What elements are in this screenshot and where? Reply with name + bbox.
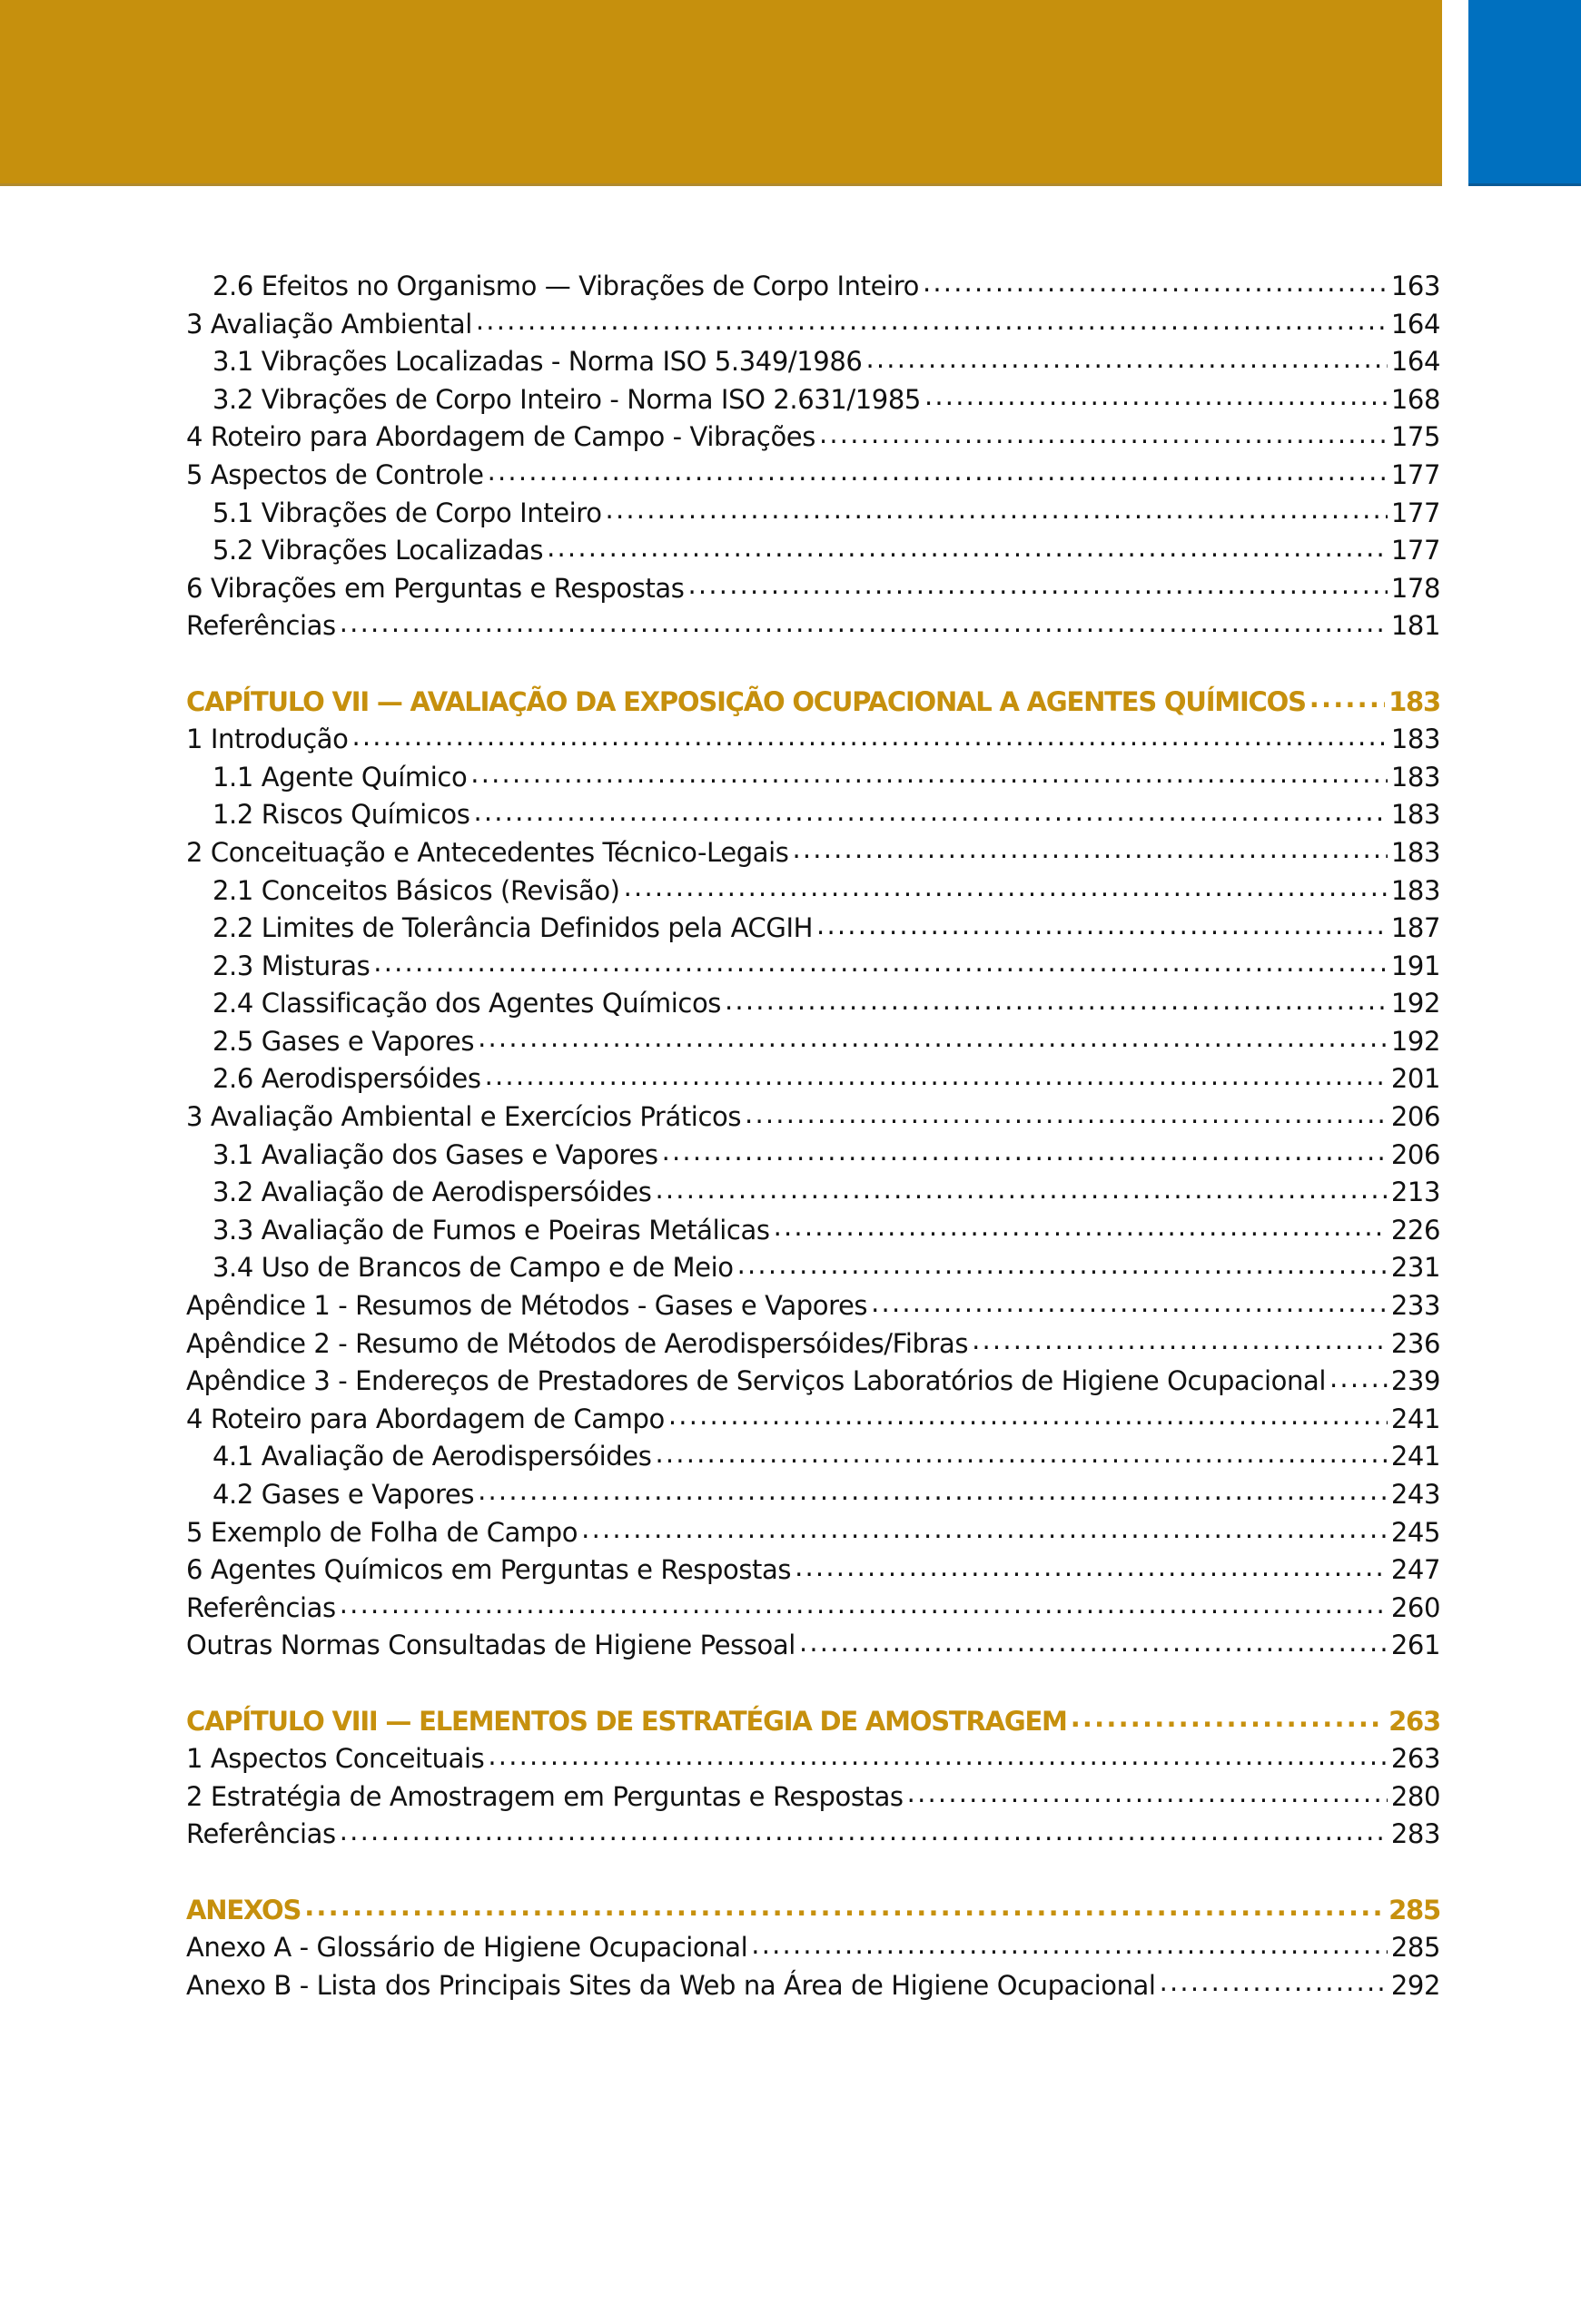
toc-entry-title: 5 Exemplo de Folha de Campo — [186, 1516, 578, 1548]
toc-entry[interactable] — [186, 873, 1440, 911]
dot-leader — [792, 835, 1387, 862]
toc-entry-page-number: 243 — [1390, 1479, 1440, 1510]
header-band-gold — [0, 0, 1442, 186]
toc-entry-title: 2.6 Efeitos no Organismo — Vibrações de Corpo Inteiro — [212, 271, 919, 301]
toc-entry-page-number: 192 — [1390, 988, 1440, 1019]
toc-entry-page-number: 292 — [1390, 1969, 1440, 2001]
dot-leader — [1071, 1704, 1385, 1730]
toc-entry-page-number: 213 — [1390, 1177, 1440, 1208]
section-spacer — [186, 1855, 1440, 1893]
toc-entry-page-number: 177 — [1390, 535, 1440, 566]
toc-entry-title: 4 Roteiro para Abordagem de Campo — [186, 1403, 665, 1434]
toc-entry-page-number: 183 — [1390, 724, 1440, 755]
toc-entry-page-number: 183 — [1390, 799, 1440, 831]
toc-entry[interactable] — [186, 496, 1440, 534]
dot-leader — [1160, 1968, 1388, 1994]
toc-entry-page-number: 241 — [1390, 1403, 1440, 1434]
toc-entry-title: 3 Avaliação Ambiental e Exercícios Práticos — [186, 1101, 742, 1133]
toc-entry[interactable] — [186, 797, 1440, 835]
toc-entry-page-number: 183 — [1390, 874, 1440, 906]
toc-entry-title: 3.3 Avaliação de Fumos e Poeiras Metálicas — [212, 1214, 770, 1246]
toc-entry-title: 2.1 Conceitos Básicos (Revisão) — [212, 874, 620, 906]
toc-entry-title: 6 Agentes Químicos em Perguntas e Respostas — [186, 1554, 792, 1586]
toc-entry-page-number: 164 — [1390, 346, 1440, 378]
dot-leader — [606, 496, 1388, 522]
dot-leader — [373, 949, 1388, 975]
toc-chapter-heading[interactable] — [186, 1893, 1440, 1931]
toc-entry-page-number: 261 — [1390, 1630, 1440, 1661]
toc-entry-page-number: 177 — [1390, 497, 1440, 528]
toc-entry[interactable] — [186, 1779, 1440, 1817]
toc-entry-page-number: 263 — [1388, 1705, 1440, 1737]
toc-entry-title: 4 Roteiro para Abordagem de Campo - Vibrações — [186, 421, 815, 453]
toc-entry-page-number: 239 — [1390, 1365, 1440, 1397]
toc-entry-title: 3.4 Uso de Brancos de Campo e de Meio — [212, 1252, 734, 1284]
dot-leader — [819, 419, 1388, 446]
toc-chapter-heading[interactable] — [186, 684, 1440, 723]
toc-entry[interactable] — [186, 1137, 1440, 1176]
toc-entry[interactable] — [186, 1930, 1440, 1968]
toc-entry[interactable] — [186, 986, 1440, 1024]
dot-leader — [340, 1590, 1388, 1617]
toc-entry-title: 2 Estratégia de Amostragem em Perguntas e Respostas — [186, 1780, 904, 1812]
toc-entry-page-number: 183 — [1390, 836, 1440, 868]
toc-entry-title: 2.6 Aerodispersóides — [212, 1063, 481, 1095]
toc-entry[interactable] — [186, 949, 1440, 987]
dot-leader — [476, 307, 1388, 333]
toc-entry-page-number: 241 — [1390, 1441, 1440, 1472]
dot-leader — [547, 533, 1388, 559]
toc-entry[interactable] — [186, 533, 1440, 571]
toc-entry-page-number: 168 — [1390, 383, 1440, 415]
dot-leader — [1329, 1364, 1388, 1390]
toc-entry-title: 1 Introdução — [186, 724, 349, 755]
dot-leader — [624, 873, 1388, 900]
dot-leader — [340, 608, 1388, 635]
toc-entry-title: Apêndice 1 - Resumos de Métodos - Gases e Vapores — [186, 1290, 868, 1322]
toc-entry-title: ANEXOS — [186, 1894, 301, 1925]
dot-leader — [688, 571, 1388, 597]
toc-entry-title: 5.1 Vibrações de Corpo Inteiro — [212, 497, 602, 528]
toc-entry[interactable] — [186, 458, 1440, 496]
toc-entry-page-number: 247 — [1390, 1554, 1440, 1586]
dot-leader — [473, 797, 1387, 823]
toc-entry-page-number: 280 — [1390, 1780, 1440, 1812]
section-spacer — [186, 1666, 1440, 1704]
dot-leader — [655, 1439, 1387, 1465]
toc-entry-title: 1.2 Riscos Químicos — [212, 799, 470, 831]
toc-entry[interactable] — [186, 1099, 1440, 1137]
dot-leader — [871, 1288, 1388, 1315]
toc-entry-page-number: 183 — [1390, 761, 1440, 793]
dot-leader — [972, 1326, 1388, 1353]
toc-entry-title: 2.3 Misturas — [212, 950, 371, 981]
dot-leader — [581, 1515, 1388, 1541]
dot-leader — [737, 1250, 1388, 1276]
toc-entry[interactable] — [186, 760, 1440, 798]
dot-leader — [907, 1779, 1388, 1806]
toc-entry[interactable] — [186, 1552, 1440, 1590]
toc-entry-page-number: 164 — [1390, 308, 1440, 340]
toc-entry-page-number: 236 — [1390, 1327, 1440, 1359]
toc-entry[interactable] — [186, 307, 1440, 345]
toc-entry[interactable] — [186, 1439, 1440, 1477]
toc-entry-title: Anexo A - Glossário de Higiene Ocupacional — [186, 1932, 748, 1964]
toc-entry-title: Referências — [186, 1591, 336, 1623]
toc-entry-page-number: 231 — [1390, 1252, 1440, 1284]
dot-leader — [470, 760, 1388, 786]
dot-leader — [662, 1137, 1388, 1164]
toc-entry[interactable] — [186, 1628, 1440, 1666]
toc-entry-page-number: 163 — [1390, 271, 1440, 301]
toc-entry-page-number: 206 — [1390, 1138, 1440, 1170]
toc-entry-title: Anexo B - Lista dos Principais Sites da Web na Área de Higiene Ocupacional — [186, 1969, 1156, 2001]
toc-entry-title: CAPÍTULO VIII — ELEMENTOS DE ESTRATÉGIA DE AMOSTRAGEM — [186, 1705, 1067, 1737]
toc-entry-title: 1 Aspectos Conceituais — [186, 1743, 485, 1775]
toc-entry-page-number: 245 — [1390, 1516, 1440, 1548]
dot-leader — [668, 1402, 1388, 1428]
toc-entry-title: Apêndice 3 - Endereços de Prestadores de Serviços Laboratórios de Higiene Ocupacional — [186, 1365, 1326, 1397]
toc-entry-title: 5.2 Vibrações Localizadas — [212, 535, 544, 566]
dot-leader — [488, 1741, 1387, 1768]
toc-entry-title: 6 Vibrações em Perguntas e Respostas — [186, 572, 685, 604]
toc-entry-title: 5 Aspectos de Controle — [186, 458, 484, 490]
toc-entry[interactable] — [186, 1968, 1440, 2006]
toc-entry-page-number: 187 — [1390, 912, 1440, 944]
dot-leader — [488, 458, 1388, 484]
dot-leader — [478, 1477, 1388, 1503]
toc-entry[interactable] — [186, 382, 1440, 420]
header-band-blue — [1468, 0, 1581, 186]
toc-entry-page-number: 178 — [1390, 572, 1440, 604]
toc-entry-title: 3 Avaliação Ambiental — [186, 308, 472, 340]
toc-entry[interactable] — [186, 1477, 1440, 1515]
toc-entry-page-number: 226 — [1390, 1214, 1440, 1246]
dot-leader — [304, 1893, 1385, 1919]
dot-leader — [1309, 684, 1385, 711]
toc-entry-title: 1.1 Agente Químico — [212, 761, 468, 793]
dot-leader — [478, 1024, 1388, 1050]
toc-entry[interactable] — [186, 269, 1440, 307]
toc-entry[interactable] — [186, 1402, 1440, 1440]
toc-entry-title: Referências — [186, 610, 336, 642]
dot-leader — [865, 344, 1387, 370]
toc-entry[interactable] — [186, 1326, 1440, 1364]
toc-entry-title: 4.1 Avaliação de Aerodispersóides — [212, 1441, 652, 1472]
toc-entry[interactable] — [186, 344, 1440, 382]
toc-entry-page-number: 181 — [1390, 610, 1440, 642]
toc-entry-page-number: 285 — [1390, 1932, 1440, 1964]
toc-entry-title: 2.2 Limites de Tolerância Definidos pela ACGIH — [212, 912, 814, 944]
toc-entry-page-number: 191 — [1390, 950, 1440, 981]
toc-entry-title: 3.2 Avaliação de Aerodispersóides — [212, 1177, 652, 1208]
dot-leader — [485, 1061, 1388, 1088]
toc-chapter-heading[interactable] — [186, 1704, 1440, 1742]
toc-entry-title: 2.5 Gases e Vapores — [212, 1025, 475, 1057]
toc-entry[interactable] — [186, 419, 1440, 458]
toc-entry-title: 3.1 Avaliação dos Gases e Vapores — [212, 1138, 658, 1170]
toc-entry-page-number: 183 — [1388, 685, 1440, 717]
toc-entry-title: 2 Conceituação e Antecedentes Técnico-Legais — [186, 836, 789, 868]
toc-entry[interactable] — [186, 1061, 1440, 1099]
section-spacer — [186, 646, 1440, 684]
toc-entry[interactable] — [186, 1213, 1440, 1251]
toc-entry[interactable] — [186, 1741, 1440, 1779]
toc-entry-page-number: 206 — [1390, 1101, 1440, 1133]
toc-entry[interactable] — [186, 1175, 1440, 1213]
toc-entry-title: 4.2 Gases e Vapores — [212, 1479, 475, 1510]
toc-entry-title: 3.1 Vibrações Localizadas - Norma ISO 5.349/1986 — [212, 346, 863, 378]
toc-entry[interactable] — [186, 911, 1440, 949]
dot-leader — [816, 911, 1388, 937]
dot-leader — [924, 382, 1388, 409]
dot-leader — [351, 722, 1387, 748]
toc-entry[interactable] — [186, 1024, 1440, 1062]
toc-entry-title: CAPÍTULO VII — AVALIAÇÃO DA EXPOSIÇÃO OCUPACIONAL A AGENTES QUÍMICOS — [186, 685, 1306, 717]
toc-entry-page-number: 177 — [1390, 458, 1440, 490]
toc-entry-page-number: 260 — [1390, 1591, 1440, 1623]
toc-entry-page-number: 283 — [1390, 1818, 1440, 1850]
toc-entry[interactable] — [186, 1590, 1440, 1629]
toc-entry[interactable] — [186, 722, 1440, 760]
toc-entry[interactable] — [186, 1250, 1440, 1288]
toc-entry[interactable] — [186, 571, 1440, 609]
dot-leader — [655, 1175, 1387, 1201]
toc-entry-page-number: 233 — [1390, 1290, 1440, 1322]
dot-leader — [725, 986, 1388, 1012]
dot-leader — [799, 1628, 1388, 1654]
dot-leader — [745, 1099, 1388, 1126]
toc-entry-page-number: 263 — [1390, 1743, 1440, 1775]
toc-entry-title: 3.2 Vibrações de Corpo Inteiro - Norma ISO 2.631/1985 — [212, 383, 921, 415]
toc-entry-title: Apêndice 2 - Resumo de Métodos de Aerodispersóides/Fibras — [186, 1327, 969, 1359]
toc-entry-page-number: 201 — [1390, 1063, 1440, 1095]
toc-entry[interactable] — [186, 1817, 1440, 1855]
dot-leader — [340, 1817, 1388, 1843]
toc-entry-page-number: 285 — [1388, 1894, 1440, 1925]
dot-leader — [774, 1213, 1388, 1239]
toc-entry[interactable] — [186, 1364, 1440, 1402]
dot-leader — [923, 269, 1388, 295]
toc-entry[interactable] — [186, 835, 1440, 873]
toc-entry[interactable] — [186, 608, 1440, 646]
table-of-contents — [186, 269, 1440, 2005]
toc-entry-page-number: 175 — [1390, 421, 1440, 453]
toc-entry[interactable] — [186, 1515, 1440, 1553]
toc-entry-title: Referências — [186, 1818, 336, 1850]
dot-leader — [795, 1552, 1388, 1579]
toc-entry[interactable] — [186, 1288, 1440, 1326]
toc-entry-title: 2.4 Classificação dos Agentes Químicos — [212, 988, 721, 1019]
dot-leader — [751, 1930, 1388, 1956]
toc-entry-title: Outras Normas Consultadas de Higiene Pessoal — [186, 1630, 795, 1661]
toc-entry-page-number: 192 — [1390, 1025, 1440, 1057]
